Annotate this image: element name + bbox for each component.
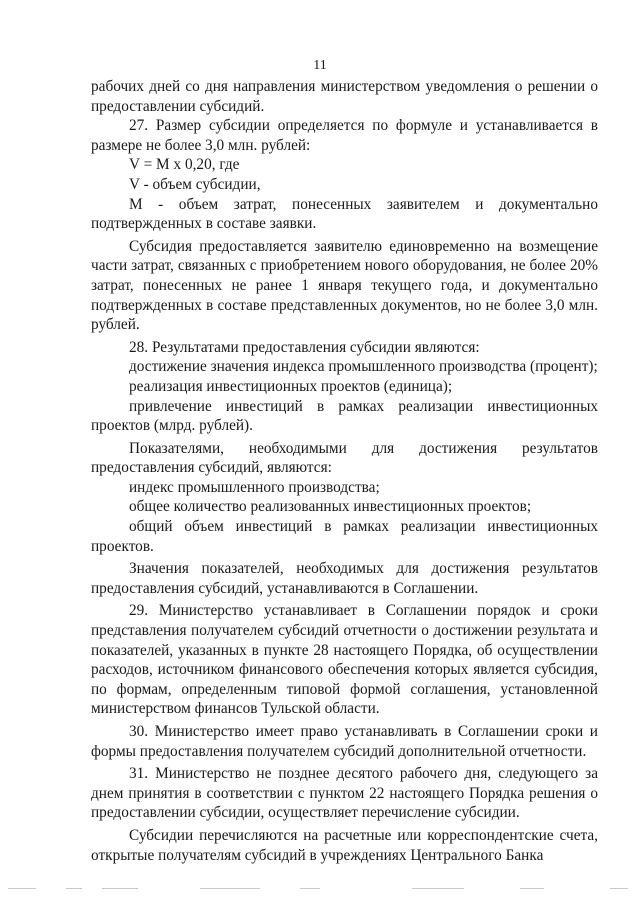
list-item: общее количество реализованных инвестиционных проектов;	[129, 498, 532, 516]
scan-artifact	[0, 886, 640, 892]
page-number: 11	[313, 58, 327, 73]
paragraph: рабочих дней со дня направления министерством уведомления о решении о предоставлении субсидий.	[91, 78, 598, 115]
paragraph: Субсидии перечисляются на расчетные или корреспондентские счета, открытые получателям субсидий в учреждениях Центрального Банка	[91, 826, 598, 864]
paragraph: 30. Министерство имеет право устанавливать в Соглашении сроки и формы предоставления получателем субсидий дополнительной отчетности.	[91, 723, 598, 760]
formula-definition: M - объем затрат, понесенных заявителем и документально подтвержденных в составе заявки.	[91, 195, 598, 233]
paragraph: 29. Министерство устанавливает в Соглашении порядок и сроки представления получателем субсидий отчетности о достижении результата и показателей, указанных в пункте 28 настоящего Порядка, об осуществлении расходов, источником финансового обеспечения которых является субсидия, по формам, определенным типовой формой соглашения, установленной министерством финансов Тульской области.	[91, 602, 598, 718]
paragraph: Показателями, необходимыми для достижения результатов предоставления субсидий, являются:	[91, 439, 598, 477]
paragraph: 27. Размер субсидии определяется по формуле и устанавливается в размере не более 3,0 млн. рублей:	[91, 117, 598, 154]
paragraph: 31. Министерство не позднее десятого рабочего дня, следующего за днем принятия в соответствии с пунктом 22 настоящего Порядка решения о предоставлении субсидии, осуществляет перечисление субсидии.	[91, 765, 598, 822]
list-item: привлечение инвестиций в рамках реализации инвестиционных проектов (млрд. рублей).	[91, 397, 598, 435]
paragraph: Субсидия предоставляется заявителю единовременно на возмещение части затрат, связанных с приобретением нового оборудования, не более 20% затрат, понесенных не ранее 1 января текущего года, и документально подтвержденных в составе представленных документов, но не более 3,0 млн. рублей.	[91, 237, 598, 334]
list-item: реализация инвестиционных проектов (единица);	[129, 377, 453, 395]
list-item: общий объем инвестиций в рамках реализации инвестиционных проектов.	[91, 518, 598, 555]
formula-definition: V - объем субсидии,	[129, 175, 261, 193]
list-item: достижение значения индекса промышленного производства (процент);	[129, 358, 598, 376]
document-body	[91, 77, 598, 865]
formula: V = M x 0,20, где	[129, 156, 240, 174]
section-heading: 28. Результатами предоставления субсидии являются:	[129, 338, 480, 356]
paragraph: Значения показателей, необходимых для достижения результатов предоставления субсидий, устанавливаются в Соглашении.	[91, 560, 598, 597]
list-item: индекс промышленного производства;	[129, 478, 380, 496]
